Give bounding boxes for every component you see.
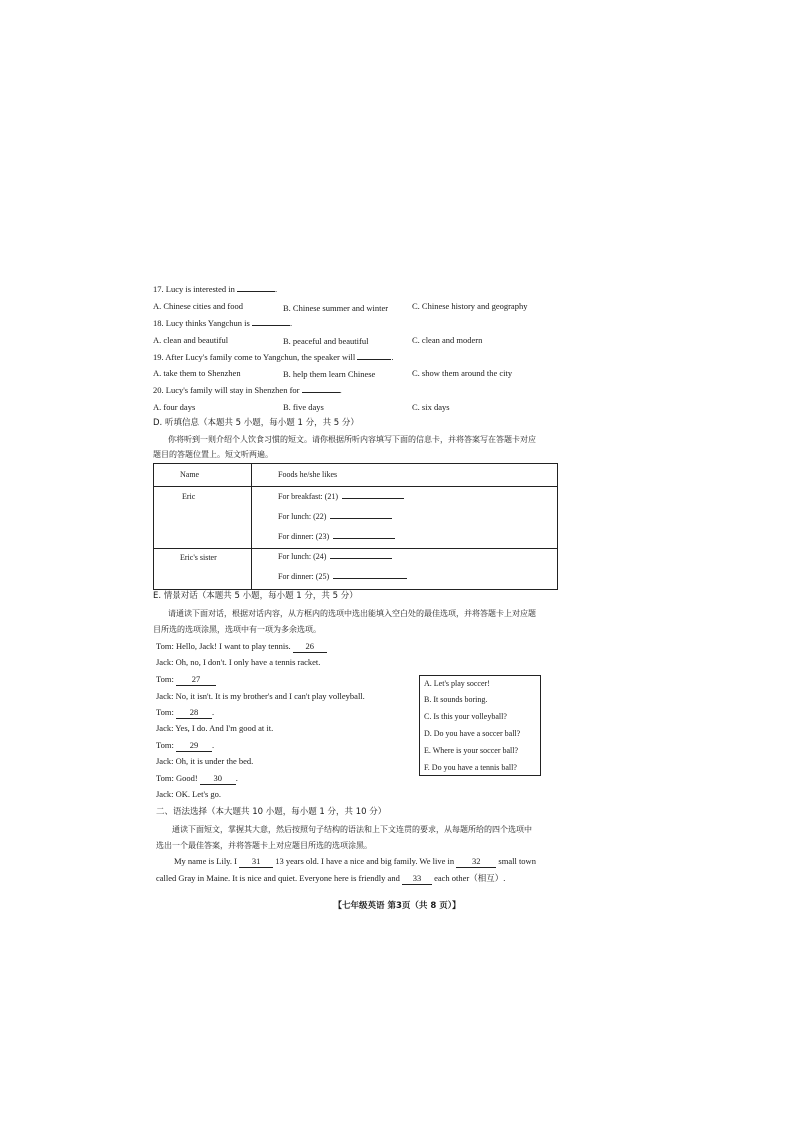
section-d-instruction: 题目的答题位置上。短文听两遍。 bbox=[153, 450, 273, 459]
box-option-c: C. Is this your volleyball? bbox=[424, 712, 507, 721]
answer-blank bbox=[237, 291, 275, 292]
answer-blank bbox=[357, 359, 391, 360]
passage-line: My name is Lily. I 31 13 years old. I have a nice and big family. We live in 32 small town bbox=[174, 856, 536, 866]
option-b: B. help them learn Chinese bbox=[283, 369, 376, 379]
dialogue-line: Tom: 27 bbox=[156, 674, 216, 686]
answer-blank: 30 bbox=[200, 773, 236, 785]
option-c: C. Chinese history and geography bbox=[412, 301, 528, 311]
answer-blank bbox=[342, 498, 404, 499]
option-a: A. clean and beautiful bbox=[153, 335, 229, 345]
row-name-sister: Eric's sister bbox=[180, 553, 217, 562]
option-c: C. show them around the city bbox=[412, 368, 513, 378]
dialogue-line: Jack: Yes, I do. And I'm good at it. bbox=[156, 723, 274, 733]
question-stem: 17. Lucy is interested in . bbox=[153, 284, 278, 294]
info-card-table bbox=[153, 463, 558, 590]
table-item: For lunch: (22) bbox=[278, 512, 392, 522]
section-e-instruction: 目所选的选项涂黑，选项中有一项为多余选项。 bbox=[153, 625, 321, 634]
page-footer: 【七年级英语 第3页（共 8 页）】 bbox=[333, 901, 461, 911]
section-2-instruction: 选出一个最佳答案，并将答题卡上对应题目所选的选项涂黑。 bbox=[156, 841, 372, 850]
dialogue-line: Jack: Oh, it is under the bed. bbox=[156, 756, 254, 766]
option-b: B. five days bbox=[283, 402, 324, 412]
table-item: For lunch: (24) bbox=[278, 552, 392, 562]
section-2-heading: 二、语法选择（本大题共 10 小题，每小题 1 分，共 10 分） bbox=[156, 807, 387, 817]
dialogue-line: Jack: Oh, no, I don't. I only have a tennis racket. bbox=[156, 657, 321, 667]
answer-blank: 32 bbox=[456, 856, 496, 868]
box-option-d: D. Do you have a soccer ball? bbox=[424, 729, 521, 738]
table-item: For dinner: (23) bbox=[278, 532, 395, 542]
box-option-a: A. Let's play soccer! bbox=[424, 679, 490, 688]
dialogue-line: Tom: Good! 30 . bbox=[156, 773, 238, 783]
section-d-heading: D. 听填信息（本题共 5 小题，每小题 1 分，共 5 分） bbox=[153, 418, 359, 428]
option-c: C. clean and modern bbox=[412, 335, 483, 345]
row-name-eric: Eric bbox=[182, 492, 196, 501]
dialogue-line: Tom: 28 . bbox=[156, 707, 215, 717]
row-divider bbox=[154, 486, 557, 487]
answer-blank bbox=[333, 538, 395, 539]
answer-blank: 27 bbox=[176, 674, 216, 686]
question-stem: 18. Lucy thinks Yangchun is . bbox=[153, 318, 293, 328]
header-name: Name bbox=[180, 470, 200, 479]
option-a: A. four days bbox=[153, 402, 196, 412]
section-e-heading: E. 情景对话（本题共 5 小题，每小题 1 分，共 5 分） bbox=[153, 591, 358, 601]
answer-blank: 29 bbox=[176, 740, 212, 752]
table-item: For breakfast: (21) bbox=[278, 492, 404, 502]
answer-blank bbox=[252, 325, 290, 326]
box-option-f: F. Do you have a tennis ball? bbox=[424, 763, 517, 772]
row-divider bbox=[154, 548, 557, 549]
passage-line: called Gray in Maine. It is nice and quiet. Everyone here is friendly and 33 each other（相互）. bbox=[156, 873, 506, 883]
column-divider bbox=[251, 464, 252, 589]
answer-blank: 26 bbox=[293, 641, 327, 653]
option-c: C. six days bbox=[412, 402, 450, 412]
option-b: B. peaceful and beautiful bbox=[283, 336, 369, 346]
answer-blank bbox=[333, 578, 407, 579]
dialogue-line: Tom: 29 . bbox=[156, 740, 215, 750]
box-option-e: E. Where is your soccer ball? bbox=[424, 746, 519, 755]
table-item: For dinner: (25) bbox=[278, 572, 407, 582]
question-stem: 20. Lucy's family will stay in Shenzhen for . bbox=[153, 385, 342, 395]
section-2-instruction: 通读下面短文，掌握其大意，然后按照句子结构的语法和上下文连贯的要求，从每题所给的四个选项中 bbox=[172, 825, 532, 834]
dialogue-line: Tom: Hello, Jack! I want to play tennis. 26 bbox=[156, 641, 327, 653]
dialogue-line: Jack: No, it isn't. It is my brother's and I can't play volleyball. bbox=[156, 691, 365, 701]
question-stem: 19. After Lucy's family come to Yangchun, the speaker will . bbox=[153, 352, 394, 362]
answer-blank bbox=[302, 392, 340, 393]
answer-blank: 31 bbox=[239, 856, 273, 868]
header-foods: Foods he/she likes bbox=[278, 470, 338, 479]
option-a: A. take them to Shenzhen bbox=[153, 368, 241, 378]
option-b: B. Chinese summer and winter bbox=[283, 303, 389, 313]
section-e-instruction: 请通读下面对话，根据对话内容，从方框内的选项中选出能填入空白处的最佳选项，并将答题卡上对应题 bbox=[168, 609, 536, 618]
dialogue-line: Jack: OK. Let's go. bbox=[156, 789, 222, 799]
options-box bbox=[419, 675, 541, 776]
answer-blank bbox=[330, 518, 392, 519]
answer-blank: 33 bbox=[402, 873, 432, 885]
box-option-b: B. It sounds boring. bbox=[424, 695, 488, 704]
answer-blank: 28 bbox=[176, 707, 212, 719]
option-a: A. Chinese cities and food bbox=[153, 301, 243, 311]
answer-blank bbox=[330, 558, 392, 559]
section-d-instruction: 你将听到一则介绍个人饮食习惯的短文。请你根据所听内容填写下面的信息卡，并将答案写在答题卡对应 bbox=[168, 435, 536, 444]
